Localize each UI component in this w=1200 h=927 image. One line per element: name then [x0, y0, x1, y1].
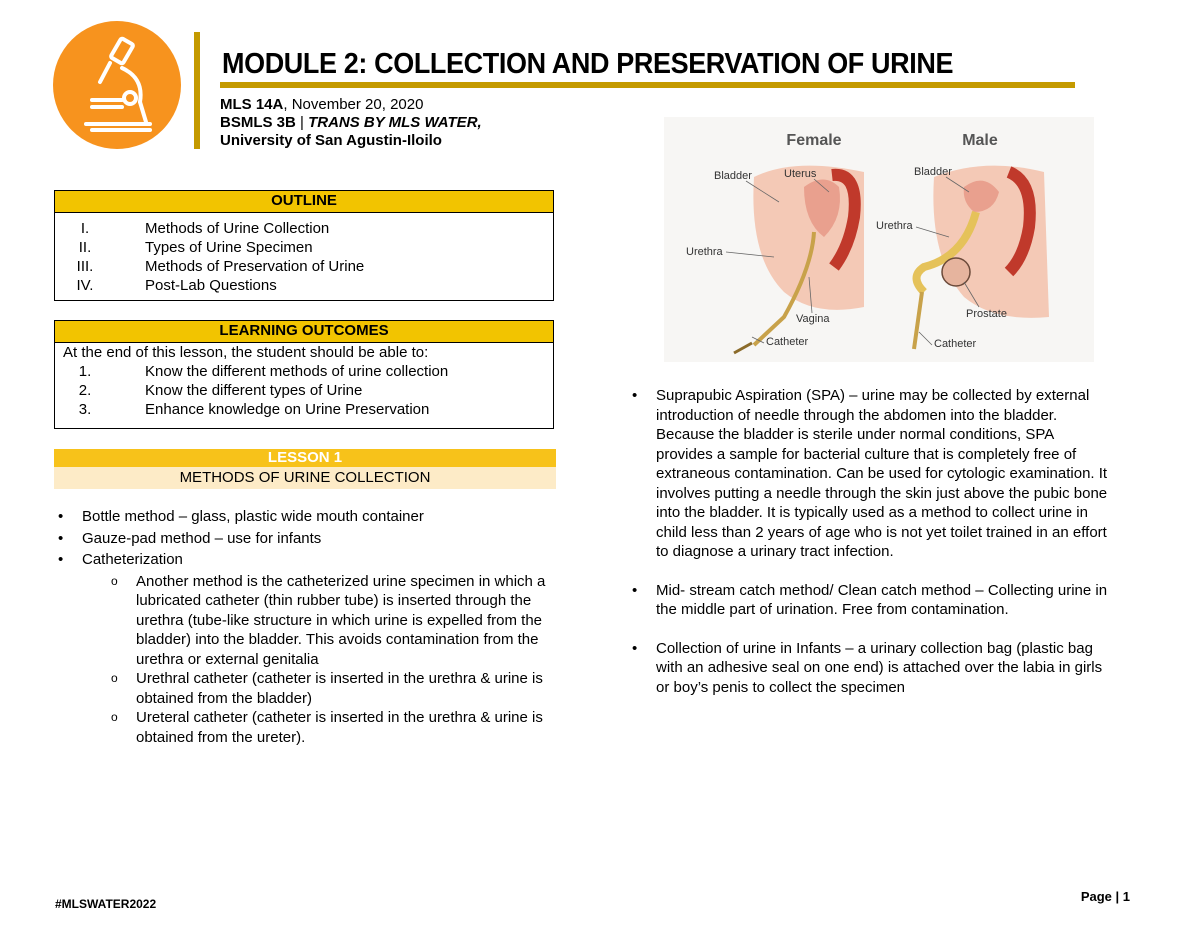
header-vertical-bar — [194, 32, 200, 149]
additional-methods-list — [628, 386, 1113, 697]
sub-list-item: o Another method is the catheterized urine specimen in which a lubricated catheter (thin rubber tube) is inserted through the urethra (tube-like structure in which urine is expelled from the bladder) into the bladder. This avoids contamination from the urethra or external genitalia — [111, 572, 546, 668]
trans-credit: TRANS BY MLS WATER, — [308, 114, 482, 131]
lecture-date: , November 20, 2020 — [283, 96, 424, 113]
lesson-title: METHODS OF URINE COLLECTION — [54, 467, 556, 489]
label-f-uterus: Uterus — [784, 168, 817, 180]
outcome-item: 2. Know the different types of Urine — [78, 382, 363, 399]
outline-list — [55, 213, 553, 295]
learning-outcomes-box — [54, 320, 554, 429]
figure-male-title: Male — [962, 132, 998, 149]
university: University of San Agustin-Iloilo — [220, 132, 442, 149]
label-m-prostate: Prostate — [966, 308, 1007, 320]
sub-list-item: o Urethral catheter (catheter is inserted in the urethra & urine is obtained from the bladder) — [111, 670, 543, 707]
outline-box — [54, 190, 554, 301]
outcome-item: 3. Enhance knowledge on Urine Preservation — [78, 401, 430, 418]
title-underline — [220, 82, 1075, 88]
label-m-urethra: Urethra — [876, 220, 913, 232]
label-f-urethra: Urethra — [686, 246, 723, 258]
outcomes-intro: At the end of this lesson, the student should be able to: — [63, 344, 429, 361]
label-m-catheter: Catheter — [934, 338, 977, 350]
page-title: MODULE 2: COLLECTION AND PRESERVATION OF URINE — [222, 48, 954, 80]
header-meta: MLS 14A, November 20, 2020 BSMLS 3B | TRANS BY MLS WATER, University of San Agustin-Iloilo — [220, 96, 482, 149]
list-item: • Mid- stream catch method/ Clean catch method – Collecting urine in the middle part of urination. Free from contamination. — [632, 581, 1108, 618]
label-f-catheter: Catheter — [766, 336, 809, 348]
figure-female-title: Female — [786, 132, 842, 149]
footer-hashtag: #MLSWATER2022 — [55, 897, 157, 911]
course-code: MLS 14A — [220, 96, 284, 113]
outcome-item: 1. Know the different methods of urine collection — [78, 363, 449, 380]
list-item: • Gauze-pad method – use for infants — [58, 529, 322, 547]
outline-item: III. Methods of Preservation of Urine — [76, 258, 365, 275]
sub-list-item: o Ureteral catheter (catheter is inserted in the urethra & urine is obtained from the ureter). — [111, 709, 543, 746]
label-f-bladder: Bladder — [714, 170, 752, 182]
list-item: • Collection of urine in Infants – a urinary collection bag (plastic bag with an adhesive seal on one end) is attached over the labia in girls or boy’s penis to collect the specimen — [632, 639, 1103, 696]
microscope-logo-icon — [52, 20, 182, 150]
outline-item: I. Methods of Urine Collection — [80, 220, 330, 237]
lesson-label: LESSON 1 — [54, 449, 556, 467]
outline-title: OUTLINE — [55, 191, 553, 213]
catheterization-anatomy-figure — [664, 117, 1094, 362]
list-item: • Catheterization — [58, 551, 183, 568]
collection-methods-list — [54, 507, 554, 747]
outcomes-title: LEARNING OUTCOMES — [55, 321, 553, 343]
list-item: • Suprapubic Aspiration (SPA) – urine may be collected by external introduction of needle through the abdomen into the bladder. Because the bladder is sterile under normal conditions, SPA provides a sample for bacterial culture that is completely free of extraneous contamination. Can be used for cytologic examination. It involves putting a needle through the skin just above the pubic bone into the bladder. It is typically used as a method to collect urine in child less than 2 years of age who is not yet toilet trained in an effort to diagnose a urinary tract infection. — [632, 387, 1108, 560]
outline-item: II. Types of Urine Specimen — [78, 239, 313, 256]
list-item: • Bottle method – glass, plastic wide mouth container — [58, 508, 424, 525]
label-m-bladder: Bladder — [914, 166, 952, 178]
label-f-vagina: Vagina — [796, 313, 830, 325]
outline-item: IV. Post-Lab Questions — [76, 277, 277, 294]
section: BSMLS 3B — [220, 114, 296, 131]
page-number: Page | 1 — [1080, 889, 1130, 904]
